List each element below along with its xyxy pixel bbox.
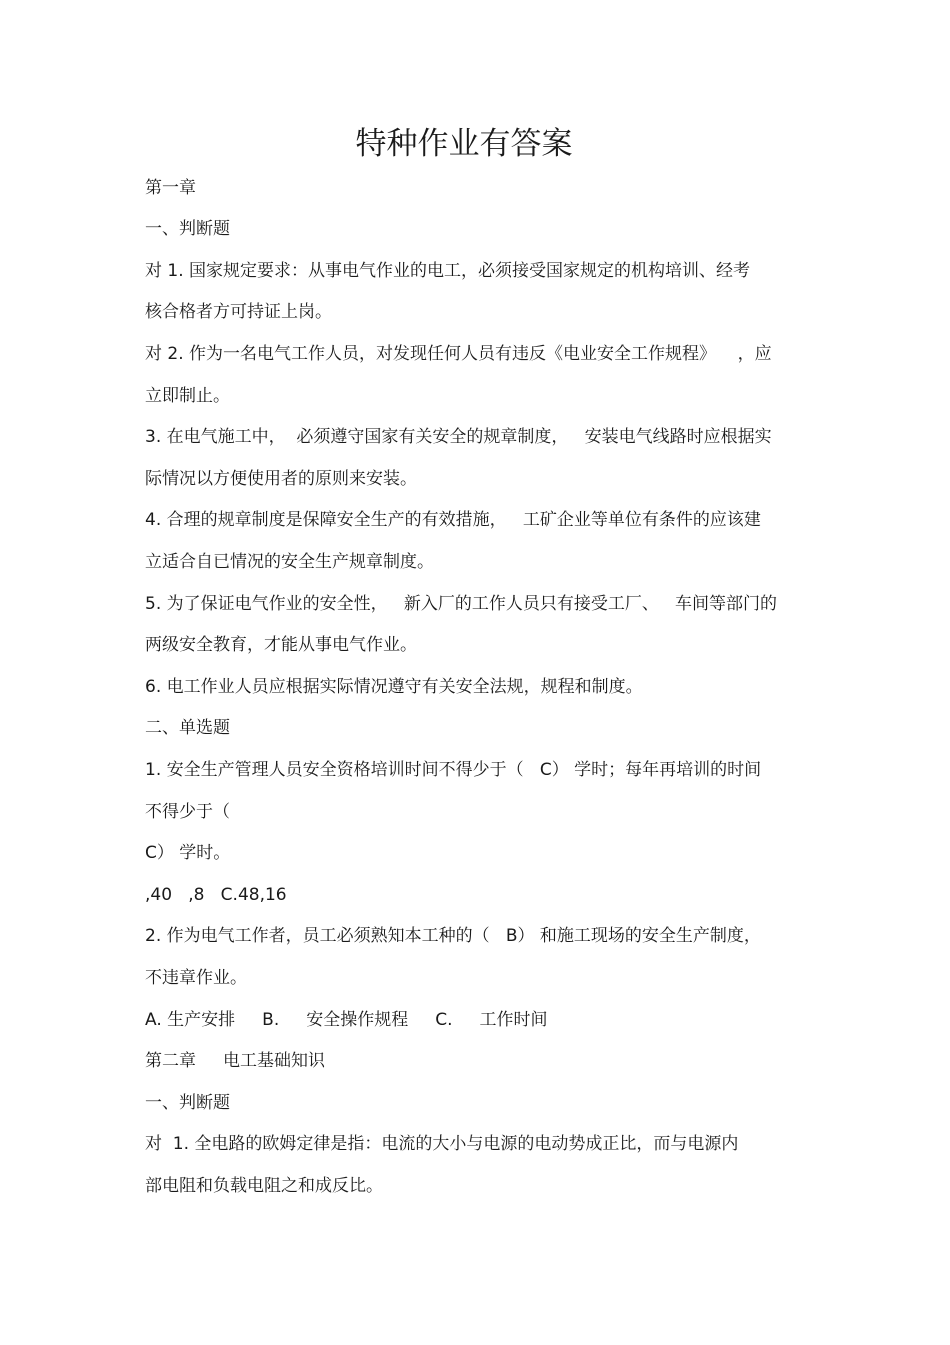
question-text: 3. 在电气施工中， 必须遵守国家有关安全的规章制度， 安装电气线路时应根据实 xyxy=(145,427,772,447)
question-text: 对 2. 作为一名电气工作人员，对发现任何人员有违反《电业安全工作规程》 ，应 xyxy=(145,344,772,364)
chapter-heading: 第一章 xyxy=(145,178,196,198)
question-text: 4. 合理的规章制度是保障安全生产的有效措施， 工矿企业等单位有条件的应该建 xyxy=(145,510,761,530)
question-text: C） 学时。 xyxy=(145,843,231,863)
question-text: 立适合自已情况的安全生产规章制度。 xyxy=(145,552,434,572)
question-text: 立即制止。 xyxy=(145,386,230,406)
chapter-heading: 第二章 电工基础知识 xyxy=(145,1051,326,1071)
document-title: 特种作业有答案 xyxy=(355,126,573,162)
question-text: 不得少于（ xyxy=(145,802,230,822)
question-text: 两级安全教育，才能从事电气作业。 xyxy=(145,635,417,655)
question-text: 2. 作为电气工作者，员工必须熟知本工种的（ B） 和施工现场的安全生产制度， xyxy=(145,926,761,946)
question-text: 不违章作业。 xyxy=(145,968,247,988)
question-text: 对 1. 全电路的欧姆定律是指：电流的大小与电源的电动势成正比，而与电源内 xyxy=(145,1134,739,1154)
question-text: 部电阻和负载电阻之和成反比。 xyxy=(145,1176,383,1196)
section-heading: 一、判断题 xyxy=(145,1093,230,1113)
question-text: 5. 为了保证电气作业的安全性， 新入厂的工作人员只有接受工厂、 车间等部门的 xyxy=(145,594,778,614)
question-text: 1. 安全生产管理人员安全资格培训时间不得少于（ C） 学时；每年再培训的时间 xyxy=(145,760,762,780)
question-text: 6. 电工作业人员应根据实际情况遵守有关安全法规，规程和制度。 xyxy=(145,677,643,697)
answer-options: A. 生产安排 B. 安全操作规程 C. 工作时间 xyxy=(145,1010,548,1030)
section-heading: 一、判断题 xyxy=(145,219,230,239)
question-text: 对 1. 国家规定要求：从事电气作业的电工，必须接受国家规定的机构培训、经考 xyxy=(145,261,751,281)
question-text: 核合格者方可持证上岗。 xyxy=(145,302,332,322)
section-heading: 二、单选题 xyxy=(145,718,230,738)
question-text: 际情况以方便使用者的原则来安装。 xyxy=(145,469,417,489)
answer-options: ,40 ,8 C.48,16 xyxy=(145,885,287,905)
